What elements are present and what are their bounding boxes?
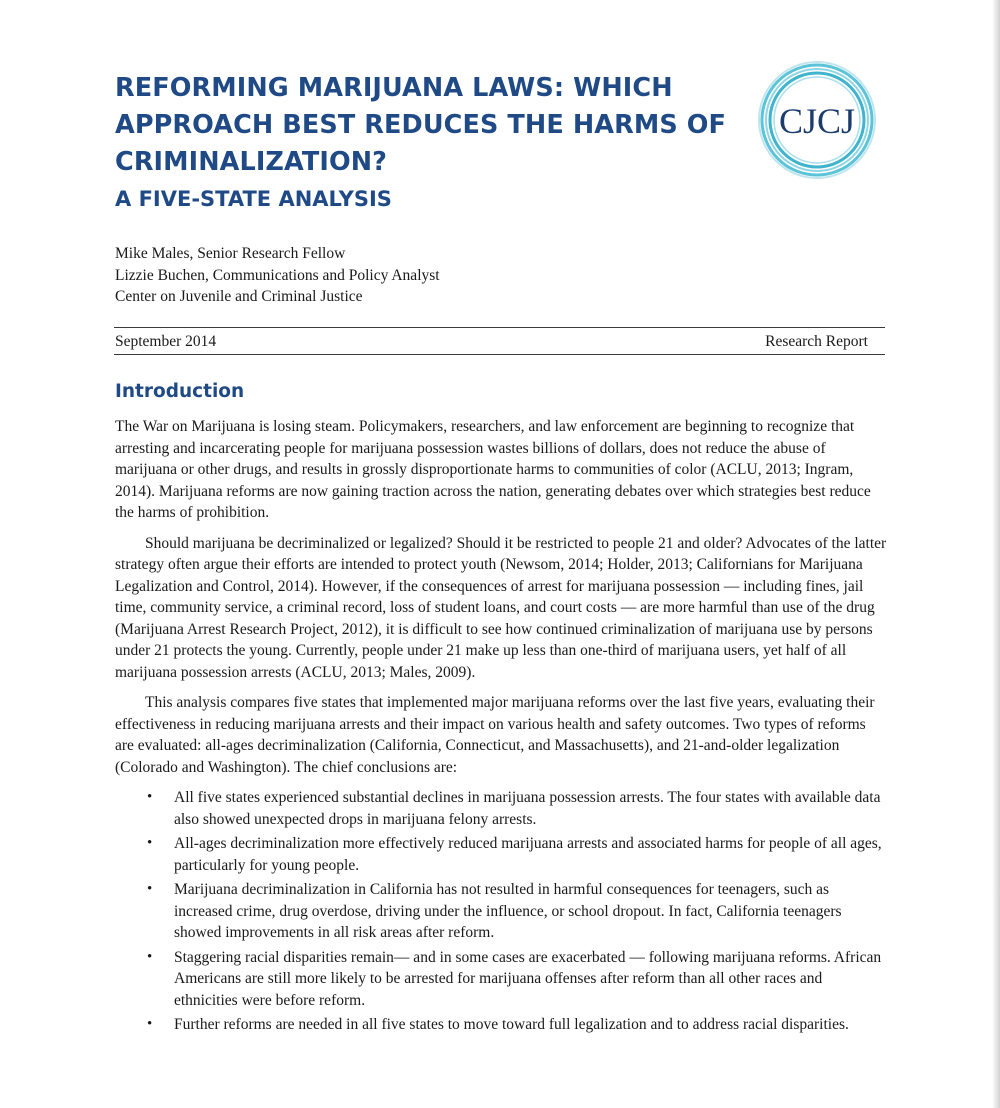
document-subtitle: A FIVE-STATE ANALYSIS <box>115 187 392 211</box>
paragraph: The War on Marijuana is losing steam. Policymakers, researchers, and law enforcement are beginning to recognize that arresting and incarcerating people for marijuana possession wastes billions of dollars, does not reduce the abuse of marijuana or other drugs, and results in grossly disproportionate harms to communities of color (ACLU, 2013; Ingram, 2014). Marijuana reforms are now gaining traction across the nation, generating debates over which strategies best reduce the harms of prohibition. <box>115 418 871 521</box>
section-heading-introduction: Introduction <box>115 381 245 402</box>
author-line: Lizzie Buchen, Communications and Policy Analyst <box>115 266 440 284</box>
title-line: CRIMINALIZATION? <box>115 147 388 177</box>
author-block <box>115 243 440 308</box>
bullet-icon: • <box>147 1016 153 1032</box>
paragraph: Should marijuana be decriminalized or legalized? Should it be restricted to people 21 and older? Advocates of the latter strategy often argue their efforts are intended to protect youth (Newsom, 2014; Holder, 2013; Californians for Marijuana Legalization and Control, 2014). However, if the consequences of arrest for marijuana possession — including fines, jail time, community service, a criminal record, loss of student loans, and court costs — are more harmful than use of the drug (Marijuana Arrest Research Project, 2012), it is difficult to see how continued criminalization of marijuana use by persons under 21 protects the young. Currently, people under 21 make up less than one-third of marijuana users, yet half of all marijuana possession arrests (ACLU, 2013; Males, 2009). <box>115 534 887 681</box>
title-line: APPROACH BEST REDUCES THE HARMS OF <box>115 110 727 140</box>
list-item-text: Marijuana decriminalization in California has not resulted in harmful consequences for teenagers, such as increased crime, drug overdose, driving under the influence, or school dropout. In fact, California teenagers showed improvements in all risk areas after reform. <box>174 881 842 941</box>
bullet-icon: • <box>147 789 153 805</box>
author-line: Mike Males, Senior Research Fellow <box>115 245 346 262</box>
conclusions-list <box>115 787 887 1036</box>
cjcj-logo <box>755 58 879 182</box>
bullet-icon: • <box>147 948 153 965</box>
bullet-icon: • <box>147 835 153 851</box>
top-divider <box>114 327 885 328</box>
report-type: Research Report <box>765 333 868 350</box>
report-date: September 2014 <box>115 333 217 350</box>
list-item <box>147 833 887 876</box>
list-item-text: All five states experienced substantial declines in marijuana possession arrests. The four states with available data also showed unexpected drops in marijuana felony arrests. <box>174 789 881 828</box>
logo-text: CJCJ <box>778 101 856 141</box>
list-item <box>147 787 887 830</box>
list-item-text: Further reforms are needed in all five states to move toward full legalization and to address racial disparities. <box>174 1016 849 1033</box>
list-item <box>147 1014 887 1036</box>
list-item <box>147 879 887 944</box>
title-line: REFORMING MARIJUANA LAWS: WHICH <box>115 73 673 103</box>
bullet-icon: • <box>147 881 153 897</box>
list-item-text: All-ages decriminalization more effectively reduced marijuana arrests and associated harms for people of all ages, particularly for young people. <box>174 835 882 874</box>
document-title <box>115 70 755 181</box>
list-item-text: Staggering racial disparities remain— and in some cases are exacerbated — following marijuana reforms. African Americans are still more likely to be arrested for marijuana offenses after reform than all other races and ethnicities were before reform. <box>174 948 882 1009</box>
list-item <box>147 947 887 1012</box>
introduction-body <box>115 416 887 1039</box>
report-meta-row <box>115 332 868 352</box>
bottom-divider <box>114 354 885 355</box>
paragraph: This analysis compares five states that implemented major marijuana reforms over the last five years, evaluating their effectiveness in reducing marijuana arrests and their impact on various health and safety outcomes. Two types of reforms are evaluated: all-ages decriminalization (California, Connecticut, and Massachusetts), and 21-and-older legalization (Colorado and Washington). The chief conclusions are: <box>115 694 875 776</box>
page-edge-shadow <box>992 0 1000 1108</box>
author-organization: Center on Juvenile and Criminal Justice <box>115 288 363 305</box>
